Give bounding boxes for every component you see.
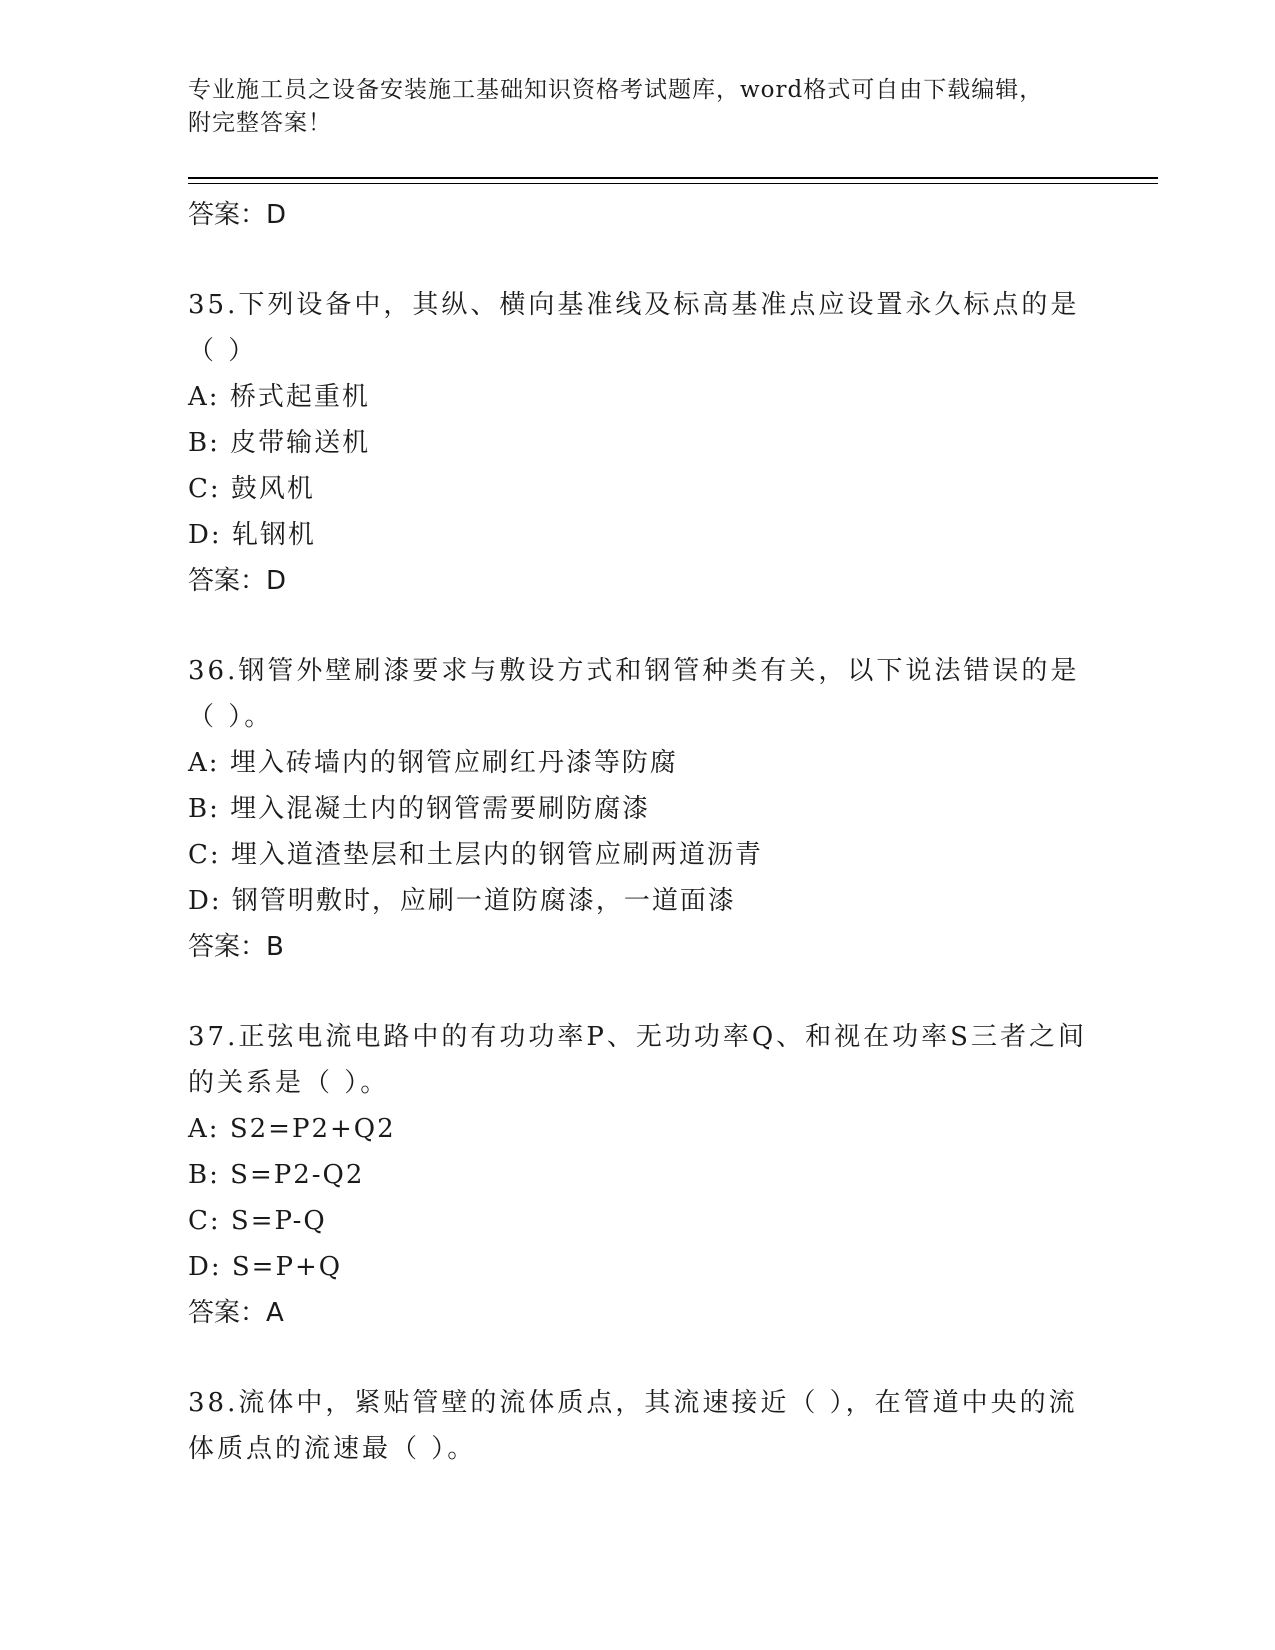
option-letter: A: bbox=[188, 748, 220, 778]
question-stem: 37.正弦电流电路中的有功功率P、无功功率Q、和视在功率S三者之间的关系是（ ）。 bbox=[188, 1022, 1087, 1098]
option-text: S=P2-Q2 bbox=[230, 1160, 365, 1190]
option-a bbox=[188, 374, 1158, 420]
option-letter: B: bbox=[188, 794, 220, 824]
header-rule-thick bbox=[188, 177, 1158, 179]
question-37 bbox=[188, 1014, 1158, 1336]
question-list bbox=[188, 192, 1158, 1472]
question-38 bbox=[188, 1380, 1158, 1472]
question-35 bbox=[188, 282, 1158, 604]
option-d bbox=[188, 1244, 1158, 1290]
option-text: S=P-Q bbox=[230, 1206, 327, 1236]
spacer bbox=[188, 970, 1158, 1014]
header-line-2: 附完整答案！ bbox=[188, 110, 332, 136]
option-letter: C: bbox=[188, 474, 221, 504]
option-text: 埋入砖墙内的钢管应刷红丹漆等防腐 bbox=[229, 748, 678, 778]
header-rule-thin bbox=[188, 183, 1158, 184]
option-letter: C: bbox=[188, 840, 221, 870]
option-letter: B: bbox=[188, 428, 220, 458]
spacer bbox=[188, 238, 1158, 282]
option-letter: A: bbox=[188, 382, 220, 412]
option-text: 鼓风机 bbox=[230, 474, 315, 504]
option-b bbox=[188, 1152, 1158, 1198]
spacer bbox=[188, 604, 1158, 648]
option-letter: D: bbox=[188, 520, 222, 550]
option-a bbox=[188, 1106, 1158, 1152]
option-d bbox=[188, 878, 1158, 924]
answer-line: 答案：B bbox=[188, 932, 284, 962]
option-a bbox=[188, 740, 1158, 786]
option-letter: B: bbox=[188, 1160, 220, 1190]
option-text: 桥式起重机 bbox=[229, 382, 370, 412]
option-c bbox=[188, 466, 1158, 512]
option-letter: D: bbox=[188, 886, 222, 916]
question-stem: 38.流体中，紧贴管壁的流体质点，其流速接近（ ），在管道中央的流体质点的流速最（ ）。 bbox=[188, 1388, 1078, 1464]
question-stem: 35.下列设备中，其纵、横向基准线及标高基准点应设置永久标点的是（ ） bbox=[188, 290, 1080, 366]
answer-line: 答案：A bbox=[188, 1298, 284, 1328]
option-letter: A: bbox=[188, 1114, 220, 1144]
option-text: 轧钢机 bbox=[231, 520, 316, 550]
option-b bbox=[188, 786, 1158, 832]
option-text: 皮带输送机 bbox=[230, 428, 371, 458]
option-letter: D: bbox=[188, 1252, 222, 1282]
document-header bbox=[188, 74, 1068, 140]
answer-line: 答案：D bbox=[188, 566, 287, 596]
question-stem: 36.钢管外壁刷漆要求与敷设方式和钢管种类有关，以下说法错误的是（ ）。 bbox=[188, 656, 1080, 732]
option-text: S2=P2+Q2 bbox=[229, 1114, 396, 1144]
question-36 bbox=[188, 648, 1158, 970]
option-text: 埋入道渣垫层和土层内的钢管应刷两道沥青 bbox=[230, 840, 763, 870]
header-line-1: 专业施工员之设备安装施工基础知识资格考试题库，word格式可自由下载编辑， bbox=[188, 77, 1044, 103]
option-c bbox=[188, 832, 1158, 878]
option-text: S=P+Q bbox=[231, 1252, 343, 1282]
option-letter: C: bbox=[188, 1206, 221, 1236]
option-text: 钢管明敷时，应刷一道防腐漆，一道面漆 bbox=[231, 886, 736, 916]
option-d bbox=[188, 512, 1158, 558]
spacer bbox=[188, 1336, 1158, 1380]
answer-line: 答案：D bbox=[188, 200, 287, 230]
option-c bbox=[188, 1198, 1158, 1244]
option-text: 埋入混凝土内的钢管需要刷防腐漆 bbox=[230, 794, 651, 824]
option-b bbox=[188, 420, 1158, 466]
